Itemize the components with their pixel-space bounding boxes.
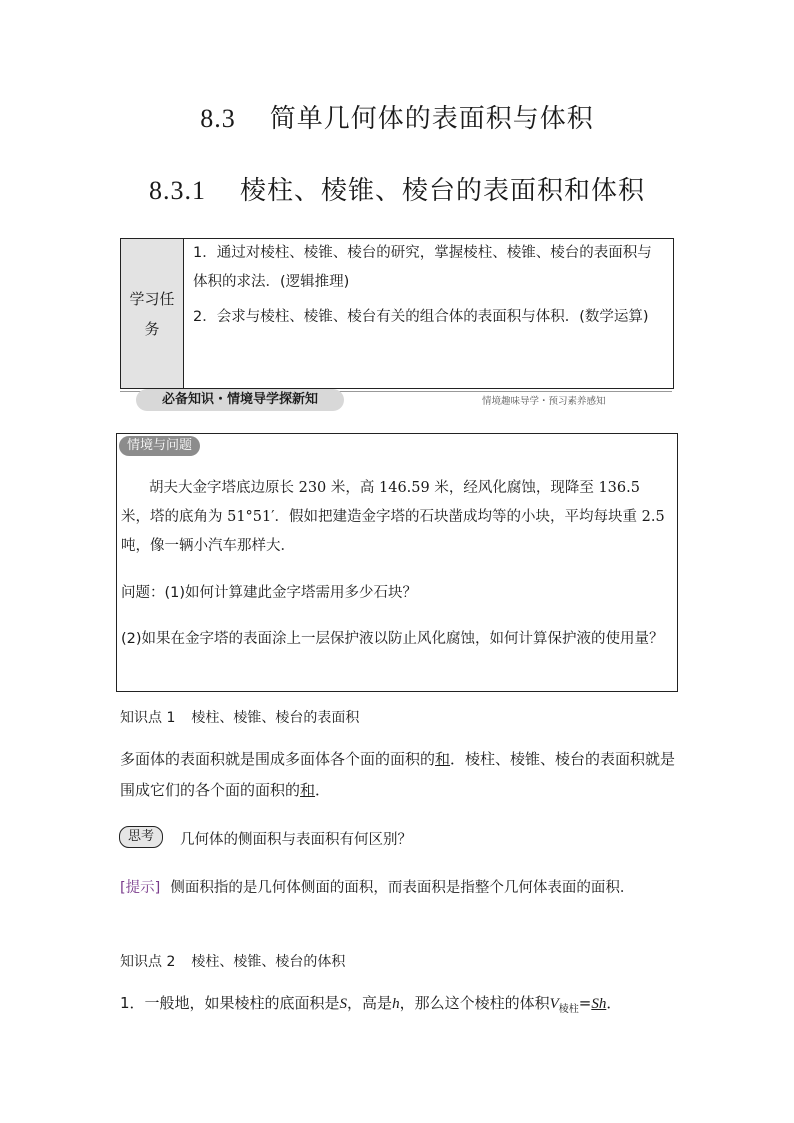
situation-question-2: (2)如果在金字塔的表面涂上一层保护液以防止风化腐蚀，如何计算保护液的使用量？ <box>121 631 664 647</box>
subsection-heading <box>0 170 794 207</box>
subsection-title: 棱柱、棱锥、棱台的表面积和体积 <box>239 176 645 206</box>
kp1-blank-answer: 和 <box>435 750 451 768</box>
knowledge-point-1-text <box>120 744 676 806</box>
knowledge-point-number: 知识点 2 <box>120 954 176 970</box>
learning-task-item: 2．会求与棱柱、棱锥、棱台有关的组合体的表面积与体积．(数学运算) <box>193 309 649 325</box>
kp2-text-part: ，那么这个棱柱的体积 <box>399 994 550 1012</box>
kp2-text-part: 1．一般地，如果棱柱的底面积是 <box>120 994 340 1012</box>
learning-task-label-cell <box>121 239 184 388</box>
kp1-text-part: ．棱柱、棱锥、棱台的表面积就是围成它们的各个面的面积的 <box>120 750 676 799</box>
knowledge-point-2-text <box>120 988 676 1025</box>
kp2-variable: h <box>392 996 400 1012</box>
kp2-variable: S <box>339 996 348 1012</box>
situation-text <box>121 474 671 561</box>
situation-box <box>116 433 678 692</box>
kp2-blank-answer: Sh <box>591 996 607 1012</box>
kp1-blank-answer: 和 <box>300 781 316 799</box>
knowledge-point-title: 棱柱、棱锥、棱台的表面积 <box>191 710 360 726</box>
section-heading <box>0 98 794 135</box>
kp2-text-part: = <box>578 994 592 1012</box>
situation-paragraph: 胡夫大金字塔底边原长 230 米，高 146.59 米，经风化腐蚀，现降至 136.5 米，塔的底角为 51°51′．假如把建造金字塔的石块凿成均等的小块，平均每块重 2.5 吨，像一辆小汽车那样大． <box>121 480 665 554</box>
subsection-number: 8.3.1 <box>148 176 206 205</box>
knowledge-point-title: 棱柱、棱锥、棱台的体积 <box>191 954 346 970</box>
kp2-variable: V <box>549 996 559 1012</box>
learning-task-content <box>193 239 665 332</box>
knowledge-point-1-heading <box>120 707 359 727</box>
situation-badge: 情境与问题 <box>119 436 200 456</box>
hint-tag: [提示] <box>120 880 161 896</box>
kp2-text-part: ，高是 <box>347 994 393 1012</box>
kp2-text-part: ． <box>606 994 622 1012</box>
kp1-text-part: ． <box>315 781 331 799</box>
learning-task-item: 1．通过对棱柱、棱锥、棱台的研究，掌握棱柱、棱锥、棱台的表面积与体积的求法．(逻辑推理) <box>193 245 652 290</box>
think-question: 几何体的侧面积与表面积有何区别？ <box>180 832 412 848</box>
section-title: 简单几何体的表面积与体积 <box>269 104 594 134</box>
knowledge-point-2-heading <box>120 951 345 971</box>
think-badge: 思考 <box>119 826 163 848</box>
knowledge-point-number: 知识点 1 <box>120 710 176 726</box>
hint-text: 侧面积指的是几何体侧面的面积，而表面积是指整个几何体表面的面积． <box>170 880 635 896</box>
learning-task-label: 学习任务 <box>129 289 175 338</box>
learning-task-table <box>120 238 674 389</box>
kp1-text-part: 多面体的表面积就是围成多面体各个面的面积的 <box>120 750 436 768</box>
kp2-subscript: 棱柱 <box>558 1004 579 1015</box>
section-banner-subtitle: 情境趣味导学・预习素养感知 <box>482 396 606 407</box>
hint-block <box>120 872 676 904</box>
section-number: 8.3 <box>200 104 236 133</box>
section-banner: 必备知识・情境导学探新知 <box>136 389 344 411</box>
situation-question-1: 问题：(1)如何计算建此金字塔需用多少石块？ <box>121 585 418 601</box>
